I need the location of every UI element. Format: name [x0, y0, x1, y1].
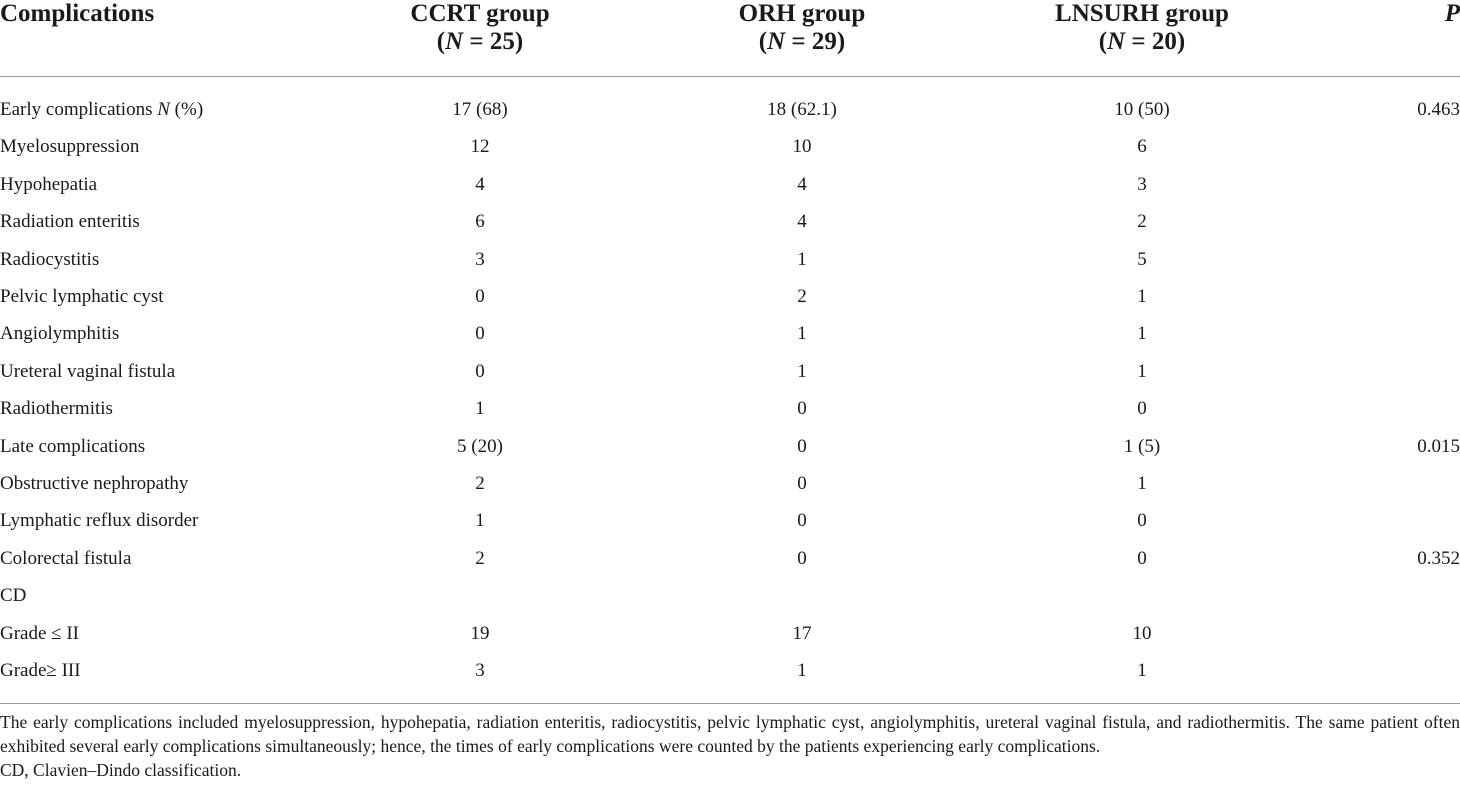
- cell-ccrt: 3: [475, 248, 485, 270]
- cell-lnsurh: 1: [1137, 660, 1147, 682]
- cell-p-value: [1300, 203, 1460, 240]
- cell-p-value: [1300, 353, 1460, 390]
- cell-lnsurh: 1: [1137, 286, 1147, 308]
- footnote-early-complications: The early complications included myelosuppression, hypohepatia, radiation enteritis, radiocystitis, pelvic lymphatic cyst, angiolymphitis, ureteral vaginal fistula, and radiothermitis. The same patient often exhibited several early complications simultaneously; hence, the times of early complications were counted by the patients experiencing early complications.: [0, 712, 1460, 756]
- cell-p-value: [1300, 652, 1460, 703]
- cell-orh: 1: [797, 248, 807, 270]
- cell-lnsurh: 5: [1137, 248, 1147, 270]
- header-p-value: P: [1300, 0, 1460, 77]
- cell-orh: 17: [792, 622, 812, 644]
- cell-ccrt: 19: [470, 622, 490, 644]
- table-header: [0, 0, 1460, 77]
- cell-orh: 2: [797, 286, 807, 308]
- row-label: Radiation enteritis: [0, 211, 140, 233]
- cell-ccrt: 2: [475, 473, 485, 495]
- table-row: [0, 428, 1460, 465]
- table-row: [0, 315, 1460, 352]
- cell-lnsurh: 1 (5): [1123, 435, 1161, 457]
- cell-lnsurh: 10 (50): [1114, 99, 1170, 120]
- row-label: Angiolymphitis: [0, 323, 120, 345]
- row-label: Lymphatic reflux disorder: [0, 510, 199, 532]
- cell-lnsurh: 1: [1137, 323, 1147, 345]
- row-label: Late complications: [0, 435, 146, 457]
- cell-p-value: [1300, 278, 1460, 315]
- cell-lnsurh: 0: [1137, 547, 1147, 569]
- cell-orh: 0: [797, 473, 807, 495]
- cell-orh: 0: [797, 547, 807, 569]
- row-label: Radiocystitis: [0, 248, 100, 270]
- table-row: [0, 577, 1460, 614]
- cell-ccrt: 5 (20): [457, 435, 503, 457]
- cell-lnsurh: 1: [1137, 473, 1147, 495]
- cell-lnsurh: 2: [1137, 211, 1147, 233]
- table-row: [0, 465, 1460, 502]
- cell-lnsurh: 3: [1137, 173, 1147, 195]
- row-label: Early complications N (%): [0, 99, 204, 120]
- cell-lnsurh: 0: [1137, 398, 1147, 420]
- cell-p-value: 0.352: [1417, 547, 1460, 569]
- cell-p-value: [1300, 577, 1460, 614]
- header-complications: Complications: [0, 0, 340, 77]
- row-label: Colorectal fistula: [0, 547, 132, 569]
- row-label: Myelosuppression: [0, 136, 140, 158]
- table-row: [0, 502, 1460, 539]
- cell-ccrt: 6: [475, 211, 485, 233]
- cell-p-value: [1300, 166, 1460, 203]
- cell-orh: 4: [797, 211, 807, 233]
- cell-ccrt: 1: [475, 510, 485, 532]
- cell-p-value: 0.015: [1417, 435, 1460, 457]
- table-row: [0, 166, 1460, 203]
- cell-p-value: [1300, 502, 1460, 539]
- row-label: CD: [0, 585, 27, 607]
- cell-ccrt: 17 (68): [452, 99, 508, 120]
- row-label: Ureteral vaginal fistula: [0, 360, 176, 382]
- cell-lnsurh: 0: [1137, 510, 1147, 532]
- cell-p-value: [1300, 241, 1460, 278]
- cell-ccrt: 0: [475, 323, 485, 345]
- table-footnotes: [0, 710, 1460, 782]
- cell-p-value: [1300, 465, 1460, 502]
- cell-orh: 1: [797, 360, 807, 382]
- cell-orh: [620, 577, 984, 614]
- table-row: [0, 77, 1460, 129]
- cell-ccrt: 4: [475, 173, 485, 195]
- row-label: Obstructive nephropathy: [0, 473, 189, 495]
- cell-lnsurh: 10: [1132, 622, 1152, 644]
- cell-ccrt: 2: [475, 547, 485, 569]
- cell-orh: 1: [797, 323, 807, 345]
- table-bottom-rule: [0, 703, 1460, 704]
- table-row: [0, 615, 1460, 652]
- table-row: [0, 390, 1460, 427]
- cell-orh: 18 (62.1): [767, 99, 837, 120]
- cell-p-value: [1300, 315, 1460, 352]
- cell-ccrt: 0: [475, 360, 485, 382]
- table-row: [0, 353, 1460, 390]
- table-row: [0, 278, 1460, 315]
- cell-ccrt: 3: [475, 660, 485, 682]
- row-label: Grade ≤ II: [0, 622, 79, 644]
- table-row: [0, 241, 1460, 278]
- table-row: [0, 540, 1460, 577]
- cell-p-value: [1300, 128, 1460, 165]
- header-lnsurh-group: LNSURH group (N = 20): [984, 0, 1300, 77]
- cell-p-value: 0.463: [1417, 99, 1460, 120]
- footnote-cd-definition: CD, Clavien–Dindo classification.: [0, 760, 242, 780]
- table-row: [0, 652, 1460, 703]
- cell-lnsurh: 1: [1137, 360, 1147, 382]
- cell-p-value: [1300, 390, 1460, 427]
- row-label: Radiothermitis: [0, 398, 113, 420]
- row-label: Pelvic lymphatic cyst: [0, 286, 164, 308]
- cell-orh: 0: [797, 510, 807, 532]
- cell-orh: 0: [797, 398, 807, 420]
- cell-ccrt: 1: [475, 398, 485, 420]
- cell-p-value: [1300, 615, 1460, 652]
- cell-orh: 4: [797, 173, 807, 195]
- cell-ccrt: 12: [470, 136, 490, 158]
- cell-lnsurh: [984, 577, 1300, 614]
- cell-ccrt: 0: [475, 286, 485, 308]
- cell-orh: 1: [797, 660, 807, 682]
- cell-orh: 0: [797, 435, 807, 457]
- table-row: [0, 203, 1460, 240]
- header-orh-group: ORH group (N = 29): [620, 0, 984, 77]
- row-label: Grade≥ III: [0, 660, 81, 682]
- table-row: [0, 128, 1460, 165]
- cell-lnsurh: 6: [1137, 136, 1147, 158]
- table-body: [0, 77, 1460, 704]
- cell-orh: 10: [792, 136, 812, 158]
- row-label: Hypohepatia: [0, 173, 98, 195]
- header-ccrt-group: CCRT group (N = 25): [340, 0, 620, 77]
- cell-ccrt: [340, 577, 620, 614]
